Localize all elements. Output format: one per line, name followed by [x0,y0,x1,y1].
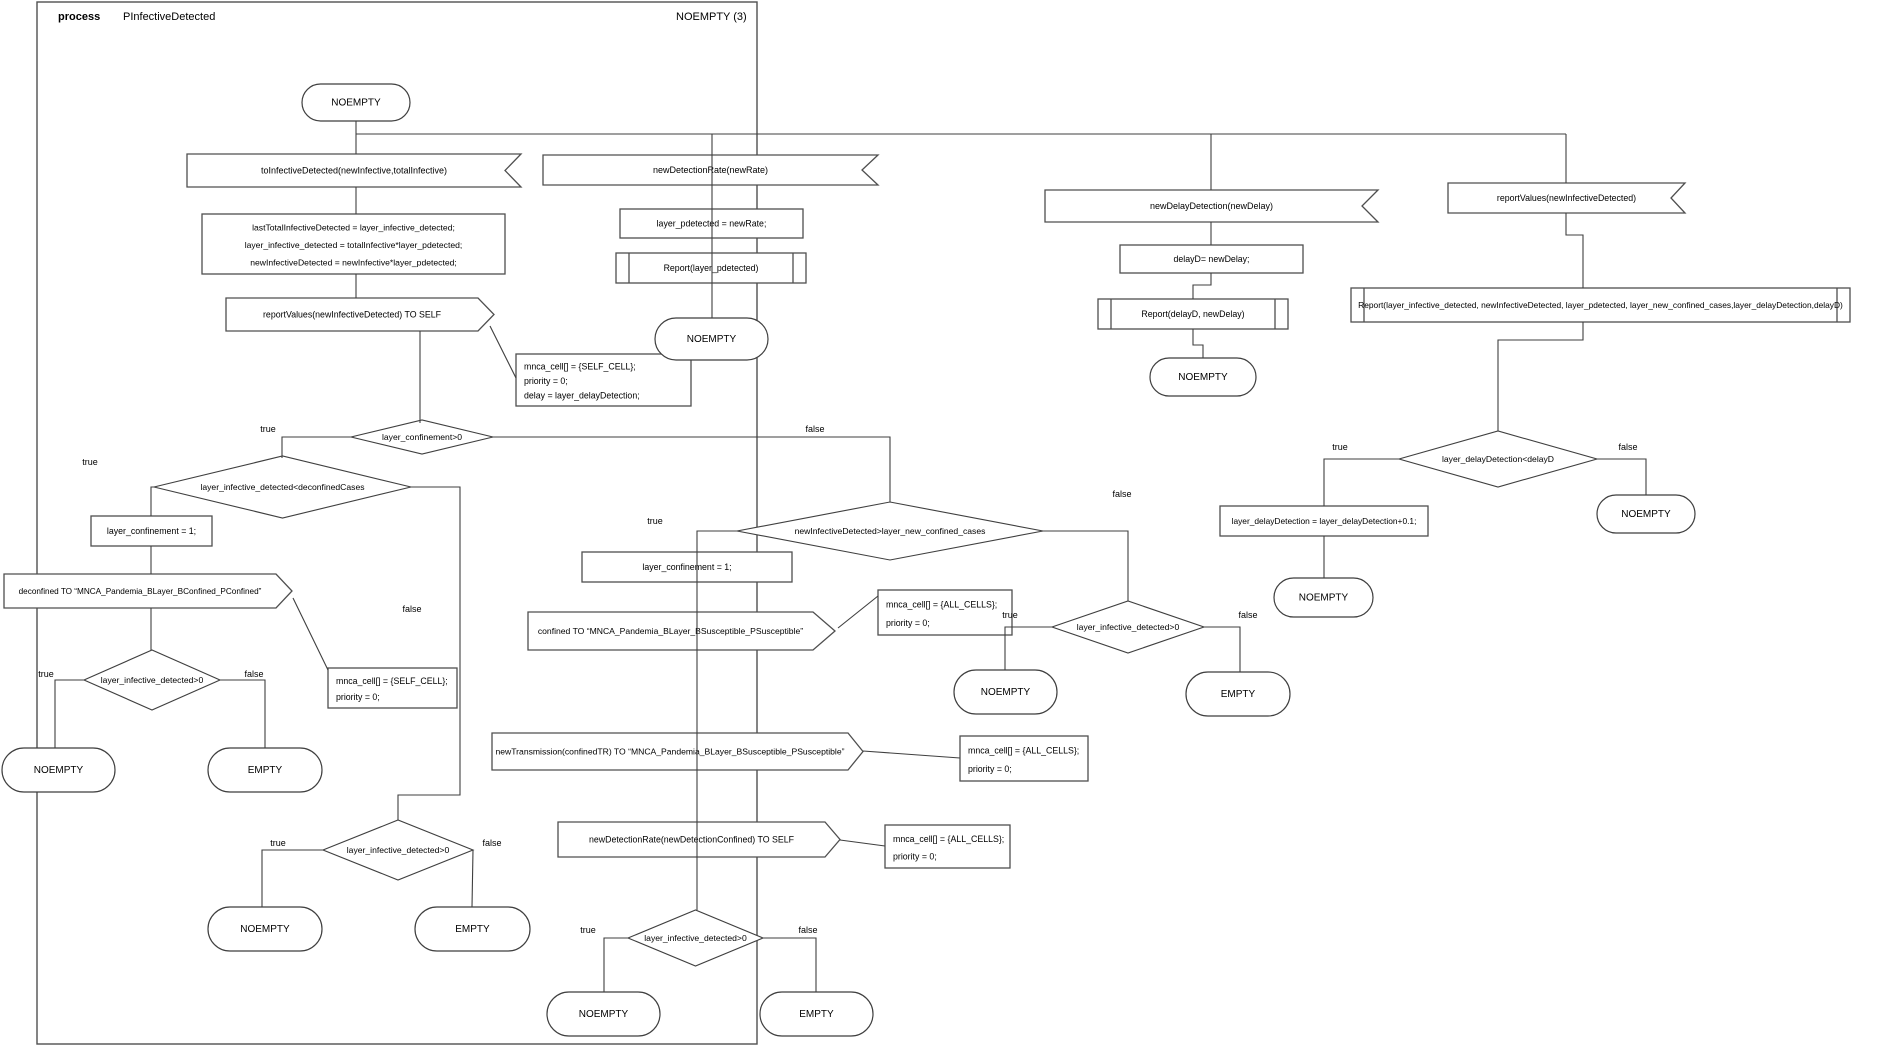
edge-d8-false [1597,459,1646,495]
leader-c1 [490,326,516,378]
svg-text:layer_confinement>0: layer_confinement>0 [381,432,463,442]
state-empty-d [760,992,873,1036]
label-d2-false: false [402,604,422,614]
label-d3-true: true [647,516,663,526]
edge-d2-true [151,487,154,516]
comment-selfcell-priority [328,668,457,708]
svg-text:mnca_cell[] = {ALL_CELLS};: mnca_cell[] = {ALL_CELLS}; [968,745,1080,756]
state-noempty-c [655,318,768,360]
label-d4-false: false [244,669,264,679]
svg-text:EMPTY: EMPTY [799,1009,834,1020]
svg-text:newDetectionRate(newDetectionC: newDetectionRate(newDetectionConfined) TO SELF [588,834,795,845]
state-noempty-e [547,992,660,1036]
output-reportvalues-self [226,298,494,331]
edge-d6-false [763,938,816,992]
decision-layer-confinement [351,420,493,454]
comment-allcells-1 [878,590,1012,635]
label-d6-true: true [580,925,596,935]
svg-text:mnca_cell[] = {SELF_CELL};: mnca_cell[] = {SELF_CELL}; [336,676,448,686]
svg-text:reportValues(newInfectiveDetec: reportValues(newInfectiveDetected) TO SELF [263,309,441,320]
decision-newinfective-gt-confined [737,502,1043,560]
state-noempty-g [1274,578,1373,617]
page-state-label: NOEMPTY (3) [676,11,747,23]
decision-detected-gt0-b [323,820,473,880]
svg-text:layer_confinement = 1;: layer_confinement = 1; [642,562,732,572]
svg-text:layer_infective_detected>0: layer_infective_detected>0 [346,845,450,855]
svg-text:layer_infective_detected<decon: layer_infective_detected<deconfinedCases [200,482,365,492]
svg-text:layer_delayDetection = layer_d: layer_delayDetection = layer_delayDetection+0.1; [1231,516,1417,526]
leader-c4 [863,751,960,758]
svg-text:NOEMPTY: NOEMPTY [1298,592,1349,604]
svg-text:priority = 0;: priority = 0; [893,851,937,862]
decision-detected-gt0-c [1052,601,1204,653]
svg-text:NOEMPTY: NOEMPTY [578,1009,629,1020]
procedure-report-pdetected [616,253,806,283]
edge-d6-true [604,938,628,992]
svg-text:NOEMPTY: NOEMPTY [1621,509,1671,520]
svg-text:delay = layer_delayDetection;: delay = layer_delayDetection; [524,390,640,401]
process-name: PInfectiveDetected [123,11,216,23]
task-confinement-1-mid [582,552,792,582]
input-reportvalues [1448,183,1685,213]
svg-text:newDelayDetection(newDelay): newDelayDetection(newDelay) [1149,201,1274,211]
svg-text:deconfined TO “MNCA_Pandemia_B: deconfined TO “MNCA_Pandemia_BLayer_BConfined_PConfined” [18,587,262,596]
svg-text:NOEMPTY: NOEMPTY [33,765,84,776]
edge-d8-true [1324,459,1399,506]
state-empty-b [415,907,530,951]
svg-text:priority = 0;: priority = 0; [886,617,930,628]
edge-d2-false [398,487,460,820]
label-d8-false: false [1618,442,1638,452]
svg-text:reportValues(newInfectiveDetec: reportValues(newInfectiveDetected) [1496,193,1637,203]
task-delaydetection-incr [1220,506,1428,536]
label-d1-true: true [260,424,276,434]
svg-text:NOEMPTY: NOEMPTY [980,687,1031,698]
input-newdelaydetection [1045,190,1378,222]
svg-text:mnca_cell[] = {ALL_CELLS};: mnca_cell[] = {ALL_CELLS}; [893,833,1005,844]
state-noempty-a [2,748,115,792]
svg-text:lastTotalInfectiveDetected = l: lastTotalInfectiveDetected = layer_infective_detected; [252,222,455,233]
comment-allcells-3 [885,825,1010,868]
label-d7-true: true [1002,610,1018,620]
state-noempty-f [1150,358,1256,396]
edge-d7-false [1204,627,1240,672]
edge-d3-false [1043,531,1128,601]
svg-text:EMPTY: EMPTY [455,924,490,935]
svg-text:EMPTY: EMPTY [247,765,283,776]
svg-text:layer_infective_detected>0: layer_infective_detected>0 [1076,622,1180,632]
svg-text:mnca_cell[] = {SELF_CELL};: mnca_cell[] = {SELF_CELL}; [524,361,636,372]
svg-text:priority = 0;: priority = 0; [524,376,568,386]
input-toinfectivedetected [187,154,521,187]
svg-text:NOEMPTY: NOEMPTY [240,924,290,935]
edge-ct-cp [1193,273,1211,299]
state-noempty-b [208,907,322,951]
edge-d4-true [55,680,84,748]
procedure-report-all [1351,288,1850,322]
decision-detected-lt-deconfinedcases [154,456,411,518]
output-newdetectionrate-self [558,822,840,857]
leader-c3 [838,596,878,628]
svg-text:NOEMPTY: NOEMPTY [1178,372,1228,383]
svg-text:toInfectiveDetected(newInfecti: toInfectiveDetected(newInfective,totalInfective) [260,165,448,176]
edge-d5-false [472,850,473,907]
svg-text:Report(delayD, newDelay): Report(delayD, newDelay) [1141,309,1245,319]
label-d2-true: true [82,457,98,467]
svg-text:delayD= newDelay;: delayD= newDelay; [1173,254,1250,264]
svg-text:newInfectiveDetected>layer_new: newInfectiveDetected>layer_new_confined_cases [794,526,986,536]
label-d8-true: true [1332,442,1348,452]
svg-text:priority = 0;: priority = 0; [968,763,1012,774]
task-delayd [1120,245,1303,273]
procedure-report-delayd [1098,299,1288,329]
state-noempty-h [1597,495,1695,533]
edge-dp-d8 [1498,322,1583,431]
leader-c2 [293,598,328,670]
state-empty-a [208,748,322,792]
task-confinement-1-left [91,516,212,546]
output-newtransmission [492,733,863,770]
comment-selfcell-delay [516,354,691,406]
comment-allcells-2 [960,736,1088,781]
output-confined [528,612,835,650]
label-d5-false: false [482,838,502,848]
svg-text:layer_confinement = 1;: layer_confinement = 1; [106,526,197,536]
edge-d1-false [493,437,890,502]
label-d1-false: false [805,424,825,434]
svg-text:Report(layer_pdetected): Report(layer_pdetected) [663,263,759,273]
leader-c5 [840,840,885,846]
label-d5-true: true [270,838,286,848]
svg-text:layer_pdetected = newRate;: layer_pdetected = newRate; [656,218,767,229]
label-d3-false: false [1112,489,1132,499]
input-newdetectionrate [543,155,878,185]
svg-text:Report(layer_infective_detecte: Report(layer_infective_detected, newInfectiveDetected, layer_pdetected, layer_new_confined_cases,layer_delayDetection,delayD) [1358,300,1843,310]
state-noempty-d [954,670,1057,714]
task-update-detected [202,214,505,274]
output-deconfined [4,574,292,608]
process-keyword: process [58,11,101,23]
state-noempty-start [302,84,410,121]
edge-d4-false [220,680,265,748]
svg-text:NOEMPTY: NOEMPTY [331,97,381,109]
svg-text:mnca_cell[] = {ALL_CELLS};: mnca_cell[] = {ALL_CELLS}; [886,599,998,610]
label-d7-false: false [1238,610,1258,620]
edge-d5-true [262,850,323,907]
edge-din-dp [1566,213,1583,288]
label-d4-true: true [38,669,54,679]
svg-text:newInfectiveDetected = newInfe: newInfectiveDetected = newInfective*layer_pdetected; [250,257,457,268]
svg-text:EMPTY: EMPTY [1220,689,1256,700]
svg-text:layer_infective_detected = tot: layer_infective_detected = totalInfective*layer_pdetected; [244,240,463,250]
svg-text:newDetectionRate(newRate): newDetectionRate(newRate) [652,165,769,175]
decision-detected-gt0-a [84,650,220,710]
decision-detected-gt0-d [628,910,763,966]
svg-text:layer_delayDetection<delayD: layer_delayDetection<delayD [1441,454,1555,464]
label-d6-false: false [798,925,818,935]
decision-delaydetection-lt-delayd [1399,431,1597,487]
edge-cp-cs [1193,329,1203,358]
svg-text:confined TO “MNCA_Pandemia_BLa: confined TO “MNCA_Pandemia_BLayer_BSusceptible_PSusceptible” [537,626,804,636]
state-empty-c [1186,672,1290,716]
svg-text:layer_infective_detected>0: layer_infective_detected>0 [644,933,747,943]
svg-text:priority = 0;: priority = 0; [336,692,380,702]
svg-text:layer_infective_detected>0: layer_infective_detected>0 [100,675,204,685]
svg-text:NOEMPTY: NOEMPTY [686,334,737,345]
edge-d1-true [282,437,351,458]
svg-text:newTransmission(confinedTR) TO: newTransmission(confinedTR) TO “MNCA_Pandemia_BLayer_BSusceptible_PSusceptible” [495,746,845,757]
